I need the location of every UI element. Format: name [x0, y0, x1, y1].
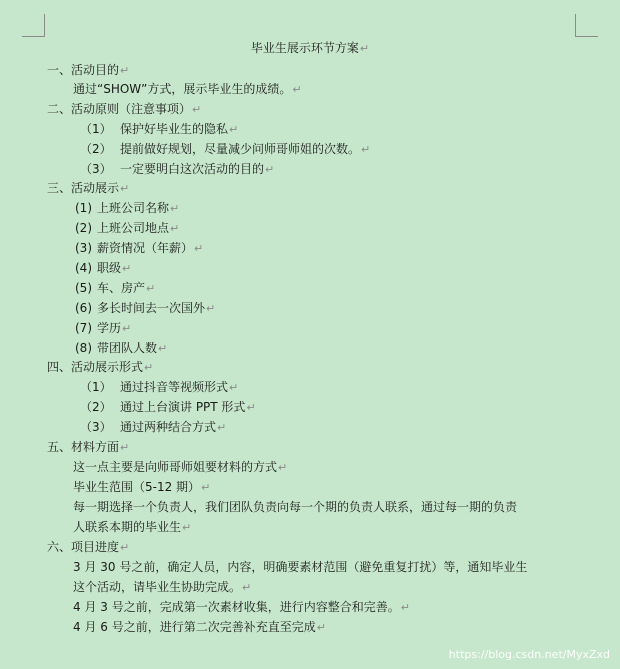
list-item: (5) 车、房产↵ — [75, 281, 156, 295]
paragraph-line: 这个活动，请毕业生协助完成。↵ — [73, 580, 252, 594]
paragraph-line: 4 月 3 号之前，完成第一次素材收集，进行内容整合和完善。↵ — [73, 600, 410, 614]
paragraph-line: 人联系本期的毕业生↵ — [73, 520, 192, 534]
list-item: (2) 上班公司地点↵ — [75, 221, 180, 235]
list-item: (7) 学历↵ — [75, 321, 132, 335]
paragraph-line: 4 月 6 号之前，进行第二次完善补充直至完成↵ — [73, 620, 326, 634]
watermark: https://blog.csdn.net/MyxZxd — [448, 648, 610, 661]
section-heading: 二、活动原则（注意事项）↵ — [47, 102, 202, 116]
section-heading: 三、活动展示↵ — [47, 181, 130, 195]
list-item: （1） 通过抖音等视频形式↵ — [80, 380, 239, 394]
list-item: （1） 保护好毕业生的隐私↵ — [80, 122, 239, 136]
paragraph-line: 这一点主要是向师哥师姐要材料的方式↵ — [73, 460, 288, 474]
section-heading: 一、活动目的↵ — [47, 63, 130, 77]
list-item: （3） 一定要明白这次活动的目的↵ — [80, 162, 275, 176]
section-heading: 四、活动展示形式↵ — [47, 360, 154, 374]
list-item: （2） 通过上台演讲 PPT 形式↵ — [80, 400, 256, 414]
paragraph-line: 通过“SHOW”方式，展示毕业生的成绩。↵ — [73, 82, 302, 96]
page-corner-mark-top-left — [22, 14, 45, 37]
paragraph-line: 3 月 30 号之前，确定人员，内容，明确要素材范围（避免重复打扰）等，通知毕业生 — [73, 560, 528, 574]
list-item: (1) 上班公司名称↵ — [75, 201, 180, 215]
page-corner-mark-top-right — [575, 14, 598, 37]
list-item: （2） 提前做好规划，尽量减少问师哥师姐的次数。↵ — [80, 142, 371, 156]
section-heading: 六、项目进度↵ — [47, 540, 130, 554]
section-heading: 五、材料方面↵ — [47, 440, 130, 454]
list-item: (8) 带团队人数↵ — [75, 341, 168, 355]
document-title: 毕业生展示环节方案↵ — [250, 41, 370, 55]
paragraph-line: 毕业生范围（5-12 期）↵ — [73, 480, 211, 494]
list-item: (6) 多长时间去一次国外↵ — [75, 301, 216, 315]
list-item: （3） 通过两种结合方式↵ — [80, 420, 227, 434]
list-item: (3) 薪资情况（年薪）↵ — [75, 241, 204, 255]
paragraph-line: 每一期选择一个负责人，我们团队负责向每一个期的负责人联系，通过每一期的负责 — [73, 500, 518, 514]
list-item: (4) 职级↵ — [75, 261, 132, 275]
